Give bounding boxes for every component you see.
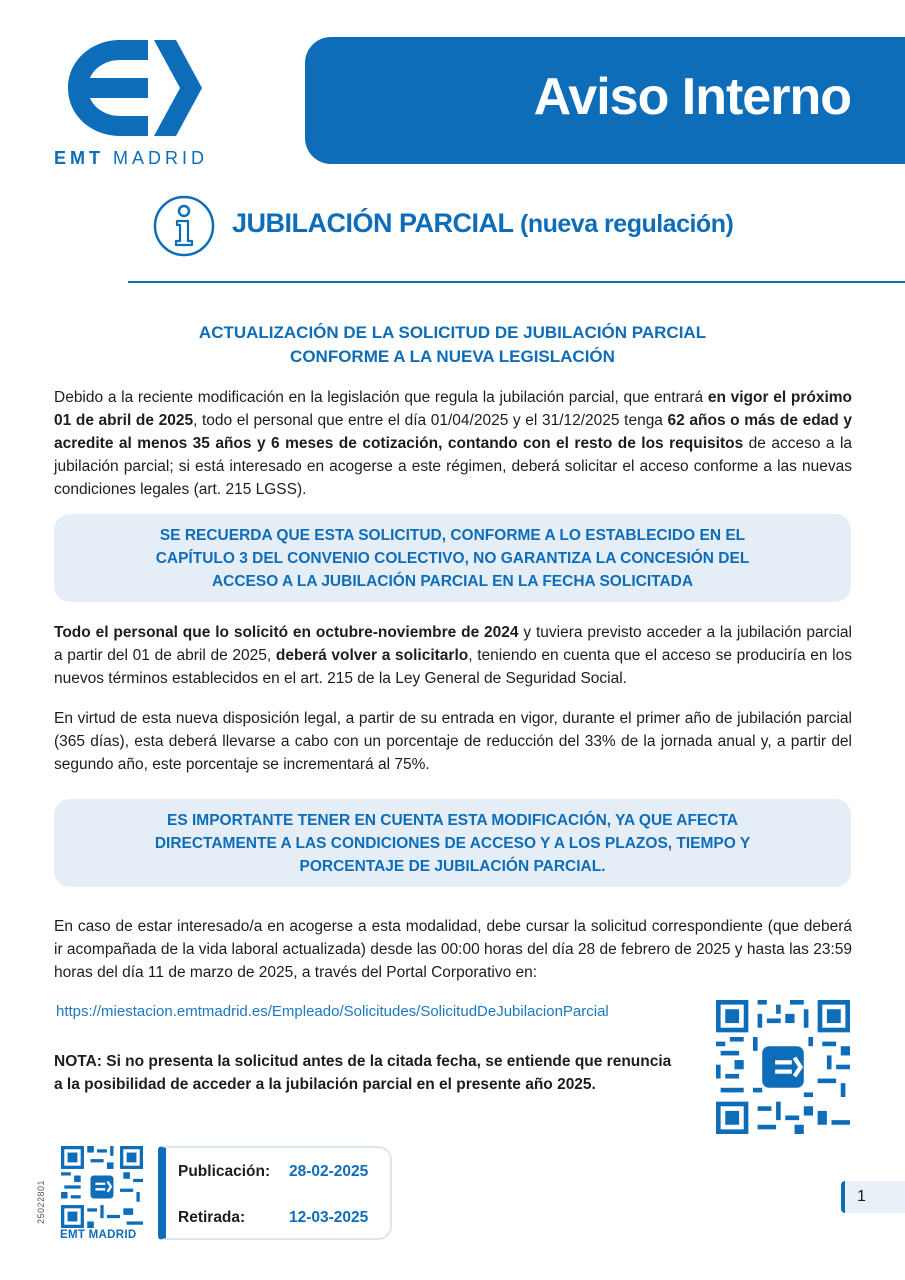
dates-box — [158, 1146, 392, 1240]
portal-link[interactable]: https://miestacion.emtmadrid.es/Empleado/Solicitudes/SolicitudDeJubilacionParcial — [56, 1003, 609, 1020]
emt-logo-icon — [62, 36, 202, 140]
logo-text: EMT MADRID — [54, 148, 209, 168]
divider — [128, 281, 905, 283]
callout-reminder: SE RECUERDA QUE ESTA SOLICITUD, CONFORME A LO ESTABLECIDO EN EL CAPÍTULO 3 DEL CONVENIO COLECTIVO, NO GARANTIZA LA CONCESIÓN DEL ACCESO A LA JUBILACIÓN PARCIAL EN LA FECHA SOLICITADA — [54, 514, 851, 602]
paragraph-instructions: En caso de estar interesado/a en acogerse a esta modalidad, debe cursar la solicitud correspondiente (que deberá ir acompañada de la vida laboral actualizada) desde las 00:00 horas del día 28 de febrero de 2025 y hasta las 23:59 horas del día 11 de marzo de 2025, a través del Portal Corporativo en: — [54, 918, 852, 981]
publication-row — [178, 1163, 368, 1181]
page-title: Aviso Interno — [533, 68, 851, 126]
document-code: 25022801 — [36, 1179, 46, 1224]
publication-date: 28-02-2025 — [289, 1163, 369, 1180]
callout-important: ES IMPORTANTE TENER EN CUENTA ESTA MODIFICACIÓN, YA QUE AFECTA DIRECTAMENTE A LAS CONDICIONES DE ACCESO Y A LOS PLAZOS, TIEMPO Y PORCENTAJE DE JUBILACIÓN PARCIAL. — [54, 799, 851, 887]
footer-logo-text: EMT MADRID — [60, 1229, 137, 1241]
section-heading: ACTUALIZACIÓN DE LA SOLICITUD DE JUBILACIÓN PARCIAL CONFORME A LA NUEVA LEGISLACIÓN — [198, 323, 707, 366]
note: NOTA: Si no presenta la solicitud antes de la citada fecha, se entiende que renuncia a la posibilidad de acceder a la jubilación parcial en el presente año 2025. — [54, 1053, 672, 1093]
subject-title: JUBILACIÓN PARCIAL (nueva regulación) — [232, 208, 734, 238]
withdrawal-label: Retirada: — [178, 1209, 246, 1226]
qr-code-icon[interactable] — [716, 1000, 850, 1134]
page-number: 1 — [841, 1181, 905, 1213]
header-banner — [305, 37, 905, 164]
paragraph-intro: Debido a la reciente modificación en la legislación que regula la jubilación parcial, que entrará en vigor el próximo 01 de abril de 2025, todo el personal que entre el día 01/04/2025 y el 31/12/2025 tenga 62 años o más de edad y acredite al menos 35 años y 6 meses de cotización, contando con el resto de los requisitos de acceso a la jubilación parcial; si está interesado en acogerse a este régimen, deberá solicitar el acceso conforme a las nuevas condiciones legales (art. 215 LGSS). — [54, 389, 853, 498]
paragraph-previous-applicants: Todo el personal que lo solicitó en octubre-noviembre de 2024 y tuviera previsto acceder a la jubilación parcial a partir del 01 de abril de 2025, deberá volver a solicitarlo, teniendo en cuenta que el acceso se produciría en los nuevos términos establecidos en el art. 215 de la Ley General de Seguridad Social. — [54, 624, 852, 687]
withdrawal-row — [178, 1209, 368, 1227]
small-qr-code-icon — [61, 1146, 143, 1228]
info-icon — [152, 194, 216, 258]
publication-label: Publicación: — [178, 1163, 271, 1180]
paragraph-reduction: En virtud de esta nueva disposición legal, a partir de su entrada en vigor, durante el primer año de jubilación parcial (365 días), esta deberá llevarse a cabo con un porcentaje de reducción del 33% de la jornada anual y, a partir del segundo año, este porcentaje se incrementará al 75%. — [54, 710, 852, 773]
withdrawal-date: 12-03-2025 — [289, 1209, 369, 1226]
